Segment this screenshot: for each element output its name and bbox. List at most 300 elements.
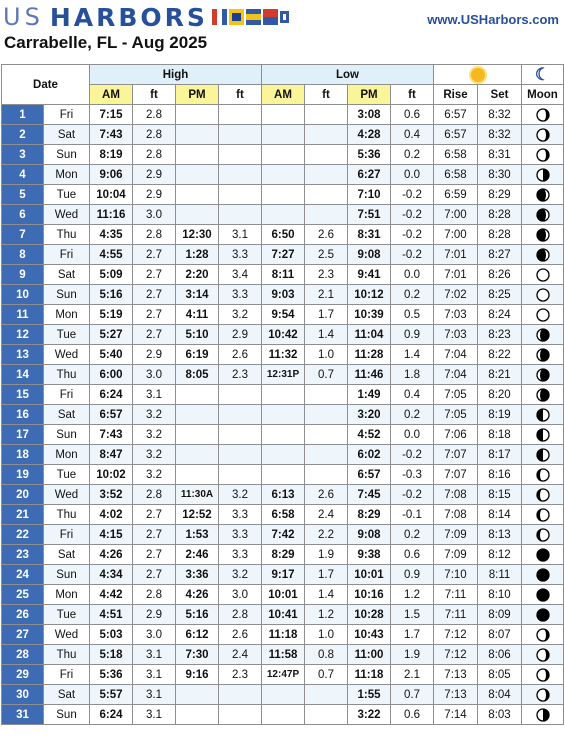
new-moon-icon [536, 608, 550, 622]
low-am-ft [305, 465, 348, 485]
high-am-ft: 3.2 [133, 405, 176, 425]
high-am-ft: 2.7 [133, 325, 176, 345]
sunrise: 7:01 [434, 245, 478, 265]
moon-header: Moon [522, 85, 564, 105]
sunrise: 7:08 [434, 485, 478, 505]
low-pm-time: 6:27 [348, 165, 391, 185]
low-pm-time: 9:08 [348, 525, 391, 545]
low-am-time [262, 105, 305, 125]
high-pm-ft: 2.3 [219, 665, 262, 685]
day-number: 15 [2, 385, 44, 405]
sunrise: 7:04 [434, 345, 478, 365]
table-row [2, 325, 564, 345]
waxing-gibbous-moon-icon [536, 188, 550, 202]
high-pm-time: 4:11 [176, 305, 219, 325]
low-am-ft: 0.7 [305, 365, 348, 385]
waxing-gibbous-moon-icon [536, 228, 550, 242]
low-pm-ft: 0.4 [391, 385, 434, 405]
day-number: 31 [2, 705, 44, 725]
table-row [2, 525, 564, 545]
sunrise: 7:07 [434, 465, 478, 485]
low-am-ft: 2.6 [305, 485, 348, 505]
sunrise: 6:59 [434, 185, 478, 205]
high-pm-time [176, 145, 219, 165]
low-am-ft [305, 445, 348, 465]
high-pm-time: 9:16 [176, 665, 219, 685]
high-pm-ft: 3.1 [219, 225, 262, 245]
sunrise: 7:03 [434, 325, 478, 345]
high-pm-ft [219, 465, 262, 485]
high-pm-time: 2:46 [176, 545, 219, 565]
high-am-time: 6:00 [90, 365, 133, 385]
high-am-time: 5:03 [90, 625, 133, 645]
moon-phase-cell [522, 445, 564, 465]
sunset: 8:22 [478, 345, 522, 365]
sunset: 8:26 [478, 265, 522, 285]
sunset: 8:05 [478, 665, 522, 685]
first-quarter-moon-icon [536, 708, 550, 722]
high-pm-ft-header: ft [219, 85, 262, 105]
high-pm-time: 4:26 [176, 585, 219, 605]
flag-2-icon [229, 9, 244, 25]
high-am-time: 5:27 [90, 325, 133, 345]
sunset: 8:32 [478, 125, 522, 145]
high-pm-time: 11:30A [176, 485, 219, 505]
weekday: Tue [44, 465, 90, 485]
low-pm-time: 7:45 [348, 485, 391, 505]
flag-1-icon [212, 9, 227, 25]
low-am-time: 7:27 [262, 245, 305, 265]
weekday: Mon [44, 165, 90, 185]
high-pm-ft [219, 125, 262, 145]
table-row [2, 265, 564, 285]
low-am-ft: 1.4 [305, 585, 348, 605]
low-am-ft [305, 165, 348, 185]
high-pm-time [176, 205, 219, 225]
table-row [2, 685, 564, 705]
sunset: 8:10 [478, 585, 522, 605]
sunset: 8:30 [478, 165, 522, 185]
high-pm-time [176, 185, 219, 205]
low-am-time: 9:17 [262, 565, 305, 585]
high-am-ft: 3.1 [133, 685, 176, 705]
day-number: 26 [2, 605, 44, 625]
low-pm-time: 11:18 [348, 665, 391, 685]
low-pm-ft: 0.6 [391, 105, 434, 125]
day-number: 25 [2, 585, 44, 605]
table-row [2, 485, 564, 505]
high-pm-time [176, 445, 219, 465]
page-title: Carrabelle, FL - Aug 2025 [4, 33, 208, 52]
high-pm-ft [219, 205, 262, 225]
flag-5-icon [280, 9, 290, 25]
sunset: 8:14 [478, 505, 522, 525]
high-pm-time: 3:36 [176, 565, 219, 585]
day-number: 19 [2, 465, 44, 485]
tide-table [1, 64, 564, 725]
day-number: 23 [2, 545, 44, 565]
waxing-crescent-moon-icon [536, 688, 550, 702]
low-pm-time: 11:04 [348, 325, 391, 345]
day-number: 12 [2, 325, 44, 345]
high-pm-ft [219, 445, 262, 465]
weekday: Sun [44, 705, 90, 725]
sunset: 8:32 [478, 105, 522, 125]
high-pm-ft [219, 685, 262, 705]
waning-crescent-moon-icon [536, 488, 550, 502]
table-row [2, 445, 564, 465]
high-pm-header: PM [176, 85, 219, 105]
low-am-time: 9:54 [262, 305, 305, 325]
low-am-time [262, 465, 305, 485]
high-am-ft: 2.9 [133, 165, 176, 185]
low-pm-ft: 0.9 [391, 565, 434, 585]
low-pm-time: 9:08 [348, 245, 391, 265]
table-row [2, 105, 564, 125]
table-row [2, 705, 564, 725]
weekday: Sun [44, 565, 90, 585]
low-am-time [262, 425, 305, 445]
high-pm-ft: 2.3 [219, 365, 262, 385]
high-pm-time: 8:05 [176, 365, 219, 385]
new-moon-icon [536, 588, 550, 602]
moon-phase-cell [522, 645, 564, 665]
low-pm-time: 3:22 [348, 705, 391, 725]
flag-3-icon [246, 9, 261, 25]
set-header: Set [478, 85, 522, 105]
weekday: Sat [44, 125, 90, 145]
high-pm-time: 12:30 [176, 225, 219, 245]
low-pm-ft: -0.3 [391, 465, 434, 485]
day-number: 27 [2, 625, 44, 645]
last-quarter-moon-icon [536, 428, 550, 442]
weekday: Tue [44, 185, 90, 205]
table-row [2, 225, 564, 245]
sunrise: 6:58 [434, 165, 478, 185]
low-pm-ft: 1.2 [391, 585, 434, 605]
waning-gibbous-moon-icon [536, 388, 550, 402]
sunset: 8:16 [478, 465, 522, 485]
low-am-time [262, 125, 305, 145]
low-am-time [262, 405, 305, 425]
low-am-header: AM [262, 85, 305, 105]
low-pm-time: 8:31 [348, 225, 391, 245]
low-pm-ft: -0.2 [391, 185, 434, 205]
weekday: Sun [44, 145, 90, 165]
weekday: Fri [44, 245, 90, 265]
high-am-time: 5:18 [90, 645, 133, 665]
low-pm-ft: 0.2 [391, 145, 434, 165]
sunrise: 7:13 [434, 685, 478, 705]
sunset: 8:29 [478, 185, 522, 205]
high-pm-ft [219, 145, 262, 165]
high-am-time: 4:35 [90, 225, 133, 245]
low-am-ft [305, 385, 348, 405]
low-am-ft [305, 425, 348, 445]
low-pm-time: 6:57 [348, 465, 391, 485]
moon-phase-cell [522, 365, 564, 385]
high-pm-ft: 3.0 [219, 585, 262, 605]
low-am-time: 6:13 [262, 485, 305, 505]
sunrise: 7:00 [434, 225, 478, 245]
high-am-ft-header: ft [133, 85, 176, 105]
table-row [2, 505, 564, 525]
sunset: 8:25 [478, 285, 522, 305]
sunset: 8:07 [478, 625, 522, 645]
low-am-ft: 2.5 [305, 245, 348, 265]
high-am-time: 8:19 [90, 145, 133, 165]
tide-table-body [2, 105, 564, 725]
low-pm-ft: 1.4 [391, 345, 434, 365]
day-number: 6 [2, 205, 44, 225]
weekday: Sat [44, 405, 90, 425]
low-pm-ft: -0.2 [391, 245, 434, 265]
high-am-ft: 2.9 [133, 345, 176, 365]
sunset: 8:15 [478, 485, 522, 505]
high-am-time: 5:40 [90, 345, 133, 365]
sunset: 8:28 [478, 205, 522, 225]
day-number: 8 [2, 245, 44, 265]
website-link[interactable]: www.USHarbors.com [427, 12, 559, 27]
sunset: 8:13 [478, 525, 522, 545]
low-am-time [262, 685, 305, 705]
moon-phase-cell [522, 625, 564, 645]
moon-phase-cell [522, 265, 564, 285]
low-pm-ft: 0.7 [391, 685, 434, 705]
low-pm-time: 9:38 [348, 545, 391, 565]
low-am-time: 8:29 [262, 545, 305, 565]
high-am-time: 4:34 [90, 565, 133, 585]
sunrise: 7:06 [434, 425, 478, 445]
high-am-time: 7:43 [90, 425, 133, 445]
table-row [2, 665, 564, 685]
moon-phase-cell [522, 685, 564, 705]
day-number: 5 [2, 185, 44, 205]
high-am-time: 6:24 [90, 705, 133, 725]
day-number: 3 [2, 145, 44, 165]
table-row [2, 285, 564, 305]
low-pm-time: 4:28 [348, 125, 391, 145]
low-pm-ft: 1.5 [391, 605, 434, 625]
low-am-time: 10:42 [262, 325, 305, 345]
moon-header-icon-cell [522, 65, 564, 85]
high-am-ft: 3.1 [133, 705, 176, 725]
high-am-ft: 2.7 [133, 245, 176, 265]
waning-crescent-moon-icon [536, 528, 550, 542]
waning-crescent-moon-icon [536, 508, 550, 522]
weekday: Fri [44, 665, 90, 685]
low-am-ft: 0.7 [305, 665, 348, 685]
low-pm-ft: 0.0 [391, 165, 434, 185]
weekday: Thu [44, 365, 90, 385]
weekday: Wed [44, 485, 90, 505]
table-row [2, 165, 564, 185]
moon-phase-cell [522, 385, 564, 405]
high-am-ft: 2.7 [133, 505, 176, 525]
low-am-time: 11:58 [262, 645, 305, 665]
table-row [2, 565, 564, 585]
low-pm-ft: -0.2 [391, 205, 434, 225]
low-am-time: 11:32 [262, 345, 305, 365]
low-header: Low [262, 65, 434, 85]
usharbors-logo[interactable] [3, 4, 290, 30]
sunrise: 7:12 [434, 645, 478, 665]
sunrise: 7:09 [434, 525, 478, 545]
high-am-ft: 2.8 [133, 125, 176, 145]
day-number: 10 [2, 285, 44, 305]
day-number: 17 [2, 425, 44, 445]
low-am-time: 6:50 [262, 225, 305, 245]
low-am-ft [305, 405, 348, 425]
table-row [2, 345, 564, 365]
low-am-time [262, 385, 305, 405]
high-am-time: 4:51 [90, 605, 133, 625]
weekday: Sun [44, 425, 90, 445]
moon-phase-cell [522, 485, 564, 505]
new-moon-icon [536, 548, 550, 562]
high-pm-time [176, 165, 219, 185]
sunset: 8:21 [478, 365, 522, 385]
low-am-ft [305, 125, 348, 145]
moon-phase-cell [522, 145, 564, 165]
high-am-ft: 2.7 [133, 285, 176, 305]
sunset: 8:31 [478, 145, 522, 165]
waxing-crescent-moon-icon [536, 648, 550, 662]
sunset: 8:24 [478, 305, 522, 325]
moon-phase-cell [522, 185, 564, 205]
weekday: Mon [44, 585, 90, 605]
table-row [2, 405, 564, 425]
low-am-time: 12:47P [262, 665, 305, 685]
sunset: 8:06 [478, 645, 522, 665]
weekday: Sun [44, 285, 90, 305]
full-moon-icon [536, 288, 550, 302]
sunrise: 7:10 [434, 565, 478, 585]
high-pm-time: 5:10 [176, 325, 219, 345]
high-pm-time: 1:28 [176, 245, 219, 265]
moon-phase-cell [522, 165, 564, 185]
low-am-ft: 1.0 [305, 625, 348, 645]
high-pm-ft [219, 705, 262, 725]
moon-phase-cell [522, 545, 564, 565]
day-number: 13 [2, 345, 44, 365]
weekday: Mon [44, 445, 90, 465]
low-pm-ft-header: ft [391, 85, 434, 105]
table-row [2, 205, 564, 225]
low-pm-ft: 0.6 [391, 545, 434, 565]
day-number: 7 [2, 225, 44, 245]
high-pm-ft [219, 385, 262, 405]
low-pm-header: PM [348, 85, 391, 105]
low-am-ft [305, 145, 348, 165]
moon-phase-cell [522, 105, 564, 125]
weekday: Sat [44, 685, 90, 705]
waning-crescent-moon-icon [536, 468, 550, 482]
high-pm-time: 7:30 [176, 645, 219, 665]
table-row [2, 545, 564, 565]
weekday: Thu [44, 505, 90, 525]
sunrise: 7:08 [434, 505, 478, 525]
low-am-ft: 1.7 [305, 565, 348, 585]
high-am-time: 4:26 [90, 545, 133, 565]
high-pm-time [176, 405, 219, 425]
high-am-ft: 2.8 [133, 585, 176, 605]
high-am-ft: 3.2 [133, 445, 176, 465]
low-am-ft: 2.3 [305, 265, 348, 285]
high-pm-time [176, 125, 219, 145]
moon-phase-cell [522, 565, 564, 585]
high-am-time: 6:57 [90, 405, 133, 425]
table-row [2, 245, 564, 265]
moon-phase-cell [522, 465, 564, 485]
first-quarter-moon-icon [536, 168, 550, 182]
low-pm-ft: 1.9 [391, 645, 434, 665]
low-am-ft: 2.6 [305, 225, 348, 245]
high-am-ft: 3.2 [133, 465, 176, 485]
weekday: Thu [44, 645, 90, 665]
day-number: 20 [2, 485, 44, 505]
low-am-ft: 2.1 [305, 285, 348, 305]
moon-phase-cell [522, 225, 564, 245]
high-pm-ft [219, 405, 262, 425]
day-number: 24 [2, 565, 44, 585]
low-pm-ft: 0.2 [391, 525, 434, 545]
high-am-time: 9:06 [90, 165, 133, 185]
high-am-ft: 3.1 [133, 645, 176, 665]
high-pm-ft [219, 185, 262, 205]
low-am-ft [305, 185, 348, 205]
day-number: 29 [2, 665, 44, 685]
table-row [2, 365, 564, 385]
weekday: Wed [44, 345, 90, 365]
high-am-ft: 2.7 [133, 525, 176, 545]
table-row [2, 465, 564, 485]
table-row [2, 585, 564, 605]
low-pm-ft: 0.2 [391, 285, 434, 305]
low-am-time [262, 165, 305, 185]
high-pm-ft: 3.3 [219, 285, 262, 305]
sunrise: 7:05 [434, 385, 478, 405]
last-quarter-moon-icon [536, 408, 550, 422]
low-pm-time: 7:10 [348, 185, 391, 205]
moon-phase-cell [522, 585, 564, 605]
sunrise: 7:03 [434, 305, 478, 325]
low-am-ft [305, 105, 348, 125]
high-am-ft: 3.0 [133, 205, 176, 225]
high-am-ft: 2.8 [133, 145, 176, 165]
waning-gibbous-moon-icon [536, 348, 550, 362]
high-pm-time: 3:14 [176, 285, 219, 305]
low-am-time: 12:31P [262, 365, 305, 385]
flag-4-icon [263, 9, 278, 25]
table-row [2, 305, 564, 325]
high-header: High [90, 65, 262, 85]
high-am-time: 11:16 [90, 205, 133, 225]
high-am-time: 6:24 [90, 385, 133, 405]
high-am-header: AM [90, 85, 133, 105]
low-pm-time: 10:01 [348, 565, 391, 585]
moon-phase-cell [522, 665, 564, 685]
low-pm-ft: 0.0 [391, 265, 434, 285]
weekday: Thu [44, 225, 90, 245]
high-am-ft: 3.0 [133, 365, 176, 385]
low-pm-time: 10:28 [348, 605, 391, 625]
sunset: 8:09 [478, 605, 522, 625]
day-number: 22 [2, 525, 44, 545]
waxing-crescent-moon-icon [536, 148, 550, 162]
sunset: 8:19 [478, 405, 522, 425]
sun-icon [471, 68, 485, 82]
